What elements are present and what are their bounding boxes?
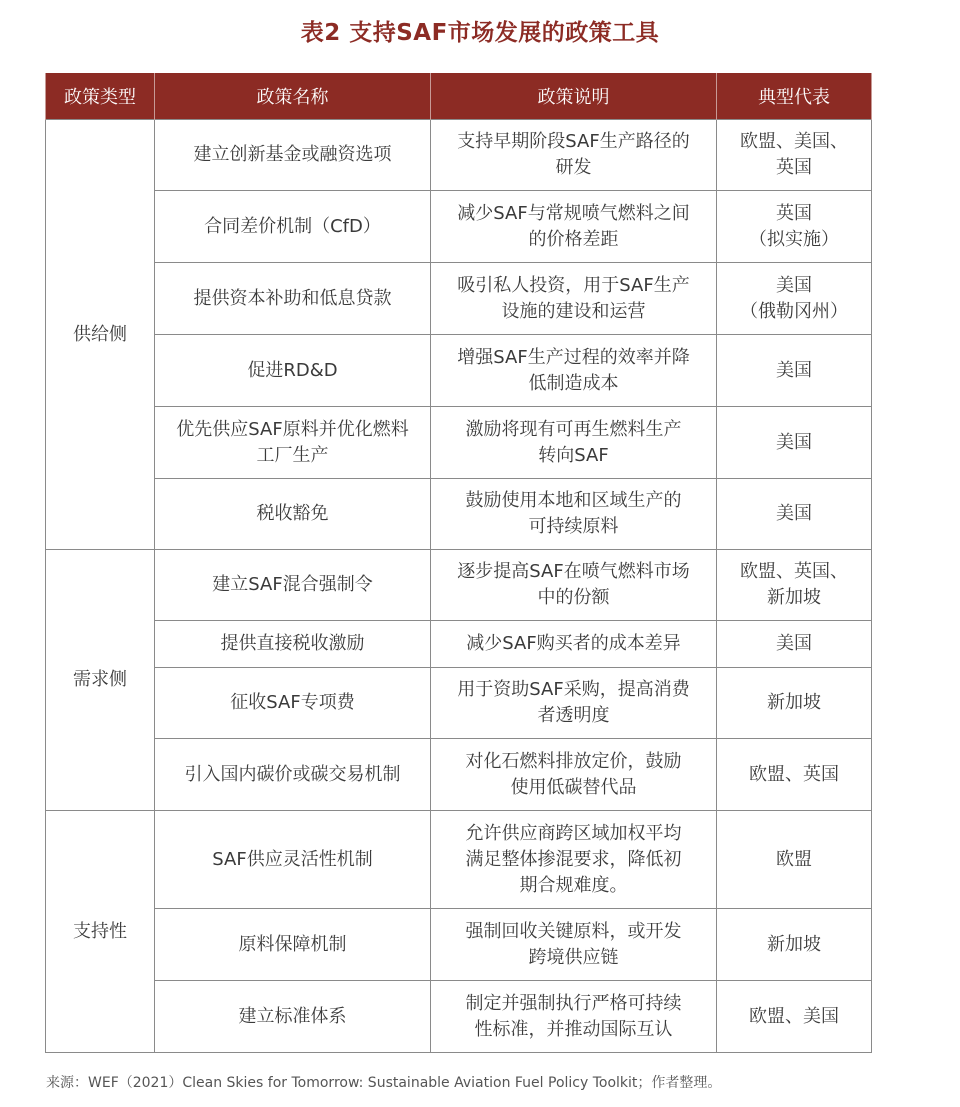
table-row <box>46 335 872 407</box>
policy-name-text: 建立标准体系 <box>238 1005 347 1027</box>
policy-name-text: 提供直接税收激励 <box>220 633 365 654</box>
source-note: 来源：WEF（2021）Clean Skies for Tomorrow: Sustainable Aviation Fuel Policy Toolkit；作者整理。 <box>46 1075 722 1091</box>
representative-line: 欧盟、英国 <box>749 763 839 785</box>
policy-description-line: 跨境供应链 <box>528 946 619 968</box>
representative-line: 英国 <box>776 202 812 224</box>
policy-name-cell <box>155 739 431 811</box>
policy-description-line: 吸引私人投资，用于SAF生产 <box>457 274 690 296</box>
policy-description-cell <box>431 263 717 335</box>
policy-name-cell <box>155 909 431 981</box>
policy-description-line: 用于资助SAF采购，提高消费 <box>457 679 690 700</box>
policy-description-line: 中的份额 <box>537 587 610 608</box>
representative-line: 美国 <box>776 431 812 453</box>
policy-description-line: 期合规难度。 <box>519 874 628 896</box>
policy-description-line: 使用低碳替代品 <box>510 776 637 798</box>
policy-name-text: 原料保障机制 <box>238 933 347 955</box>
table-row <box>46 739 872 811</box>
policy-name-cell <box>155 263 431 335</box>
representative-line: 美国 <box>776 274 812 296</box>
policy-name-text: 建立创新基金或融资选项 <box>193 144 392 165</box>
representative-cell <box>717 621 872 668</box>
representative-cell <box>717 263 872 335</box>
policy-name-cell <box>155 407 431 479</box>
policy-name-text: SAF供应灵活性机制 <box>212 848 373 870</box>
policy-description-line: 逐步提高SAF在喷气燃料市场 <box>457 561 690 582</box>
policy-description-line: 的价格差距 <box>528 228 619 250</box>
policy-name-cell <box>155 479 431 550</box>
header-policy-type: 政策类型 <box>46 73 155 120</box>
representative-line: 欧盟、美国 <box>749 1005 839 1027</box>
policy-description-cell <box>431 668 717 739</box>
table-body <box>46 120 872 1053</box>
policy-description-line: 设施的建设和运营 <box>501 300 646 322</box>
representative-line: 美国 <box>776 359 812 381</box>
representative-line: 美国 <box>776 503 812 524</box>
representative-line: （俄勒冈州） <box>740 300 848 322</box>
policy-name-text: 税收豁免 <box>256 503 329 524</box>
policy-description-line: 鼓励使用本地和区域生产的 <box>465 490 682 511</box>
representative-line: 英国 <box>776 157 812 178</box>
representative-line: 新加坡 <box>767 933 821 955</box>
representative-cell <box>717 479 872 550</box>
policy-description-line: 支持早期阶段SAF生产路径的 <box>457 131 690 152</box>
policy-description-line: 制定并强制执行严格可持续 <box>465 992 682 1014</box>
policy-description-cell <box>431 811 717 909</box>
policy-name-cell <box>155 811 431 909</box>
representative-cell <box>717 909 872 981</box>
table-row <box>46 550 872 621</box>
policy-description-cell <box>431 621 717 668</box>
representative-cell <box>717 191 872 263</box>
policy-table <box>45 73 872 1053</box>
policy-name-text: 引入国内碳价或碳交易机制 <box>184 763 401 785</box>
policy-description-line: 满足整体掺混要求，降低初 <box>465 848 682 870</box>
representative-line: 欧盟 <box>776 848 812 870</box>
table-row <box>46 479 872 550</box>
representative-cell <box>717 407 872 479</box>
representative-line: 美国 <box>776 633 812 654</box>
policy-description-cell <box>431 909 717 981</box>
policy-description-cell <box>431 191 717 263</box>
table-row <box>46 909 872 981</box>
policy-name-text: 促进RD&D <box>247 359 338 381</box>
policy-description-line: 强制回收关键原料，或开发 <box>465 920 682 942</box>
policy-name-text: 提供资本补助和低息贷款 <box>193 287 392 309</box>
policy-description-line: 减少SAF购买者的成本差异 <box>466 633 681 654</box>
representative-cell <box>717 120 872 191</box>
policy-description-cell <box>431 479 717 550</box>
policy-description-cell <box>431 120 717 191</box>
policy-description-line: 减少SAF与常规喷气燃料之间 <box>457 202 690 224</box>
policy-description-line: 增强SAF生产过程的效率并降 <box>457 346 690 368</box>
policy-description-cell <box>431 981 717 1053</box>
policy-name-text: 征收SAF专项费 <box>230 692 355 713</box>
policy-type-cell: 需求侧 <box>46 550 155 811</box>
representative-cell <box>717 981 872 1053</box>
representative-line: （拟实施） <box>749 228 839 250</box>
policy-name-text: 建立SAF混合强制令 <box>212 574 373 595</box>
table-row <box>46 407 872 479</box>
policy-name-text: 优先供应SAF原料并优化燃料工厂生产 <box>176 418 409 466</box>
representative-cell <box>717 668 872 739</box>
policy-description-cell <box>431 739 717 811</box>
representative-cell <box>717 335 872 407</box>
policy-type-cell: 供给侧 <box>46 120 155 550</box>
header-policy-name: 政策名称 <box>155 73 431 120</box>
header-typical-representative: 典型代表 <box>717 73 872 120</box>
policy-type-cell: 支持性 <box>46 811 155 1053</box>
representative-line: 欧盟、英国、 <box>740 561 848 582</box>
table-row <box>46 621 872 668</box>
policy-name-cell <box>155 621 431 668</box>
representative-line: 欧盟、美国、 <box>740 131 848 152</box>
representative-cell <box>717 739 872 811</box>
policy-description-line: 性标准，并推动国际互认 <box>474 1018 673 1040</box>
policy-description-line: 允许供应商跨区域加权平均 <box>465 822 682 844</box>
policy-name-cell <box>155 668 431 739</box>
policy-name-text: 合同差价机制（CfD） <box>204 215 381 237</box>
representative-line: 新加坡 <box>767 587 821 608</box>
table-title: 表2 支持SAF市场发展的政策工具 <box>300 20 660 46</box>
table-row <box>46 120 872 191</box>
policy-description-cell <box>431 550 717 621</box>
policy-description-line: 对化石燃料排放定价，鼓励 <box>465 750 682 772</box>
table-row <box>46 191 872 263</box>
policy-description-line: 者透明度 <box>537 705 610 726</box>
representative-cell <box>717 811 872 909</box>
table-row <box>46 263 872 335</box>
policy-name-cell <box>155 191 431 263</box>
policy-description-cell <box>431 335 717 407</box>
policy-description-line: 研发 <box>555 157 592 178</box>
table-row <box>46 981 872 1053</box>
representative-line: 新加坡 <box>767 692 821 713</box>
policy-description-cell <box>431 407 717 479</box>
policy-description-line: 转向SAF <box>538 444 609 466</box>
header-row <box>46 73 872 120</box>
policy-description-line: 激励将现有可再生燃料生产 <box>465 418 682 440</box>
table-row <box>46 811 872 909</box>
policy-description-line: 可持续原料 <box>528 516 619 537</box>
representative-cell <box>717 550 872 621</box>
policy-name-cell <box>155 981 431 1053</box>
policy-name-cell <box>155 335 431 407</box>
policy-description-line: 低制造成本 <box>528 372 619 394</box>
policy-name-cell <box>155 550 431 621</box>
table-row <box>46 668 872 739</box>
header-policy-description: 政策说明 <box>431 73 717 120</box>
policy-name-cell <box>155 120 431 191</box>
